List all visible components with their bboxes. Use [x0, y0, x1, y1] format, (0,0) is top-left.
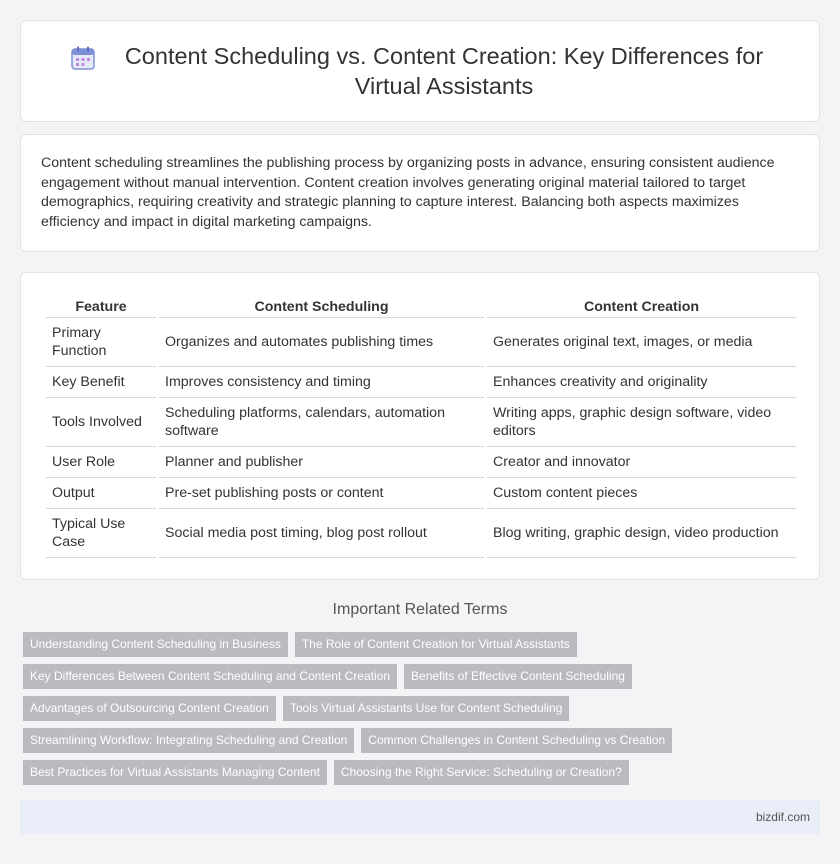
- related-term-link[interactable]: The Role of Content Creation for Virtual Assistants: [295, 632, 577, 657]
- feature-cell: User Role: [46, 447, 156, 478]
- creation-cell: Custom content pieces: [487, 478, 796, 509]
- footer: [20, 800, 820, 834]
- related-term-link[interactable]: Understanding Content Scheduling in Business: [23, 632, 288, 657]
- related-term-link[interactable]: Key Differences Between Content Scheduling and Content Creation: [23, 664, 397, 689]
- header-inner: [70, 41, 770, 101]
- table-row: [46, 447, 796, 478]
- table-header-row: [46, 293, 796, 318]
- related-term-link[interactable]: Streamlining Workflow: Integrating Scheduling and Creation: [23, 728, 354, 753]
- related-term-link[interactable]: Choosing the Right Service: Scheduling or Creation?: [334, 760, 629, 785]
- feature-cell: Primary Function: [46, 318, 156, 367]
- creation-cell: Writing apps, graphic design software, video editors: [487, 398, 796, 447]
- scheduling-cell: Improves consistency and timing: [159, 367, 484, 398]
- scheduling-cell: Pre-set publishing posts or content: [159, 478, 484, 509]
- creation-cell: Enhances creativity and originality: [487, 367, 796, 398]
- tag-row: [23, 760, 823, 785]
- header-creation: Content Creation: [487, 293, 796, 318]
- scheduling-cell: Planner and publisher: [159, 447, 484, 478]
- tag-row: [23, 728, 823, 753]
- creation-cell: Generates original text, images, or media: [487, 318, 796, 367]
- header-card: [20, 20, 820, 122]
- comparison-table: [43, 293, 799, 558]
- table-row: [46, 367, 796, 398]
- scheduling-cell: Organizes and automates publishing times: [159, 318, 484, 367]
- creation-cell: Creator and innovator: [487, 447, 796, 478]
- related-term-link[interactable]: Benefits of Effective Content Scheduling: [404, 664, 632, 689]
- related-term-link[interactable]: Tools Virtual Assistants Use for Content Scheduling: [283, 696, 570, 721]
- header-scheduling: Content Scheduling: [159, 293, 484, 318]
- scheduling-cell: Scheduling platforms, calendars, automation software: [159, 398, 484, 447]
- feature-cell: Tools Involved: [46, 398, 156, 447]
- feature-cell: Key Benefit: [46, 367, 156, 398]
- feature-cell: Output: [46, 478, 156, 509]
- table-row: [46, 318, 796, 367]
- table-row: [46, 478, 796, 509]
- creation-cell: Blog writing, graphic design, video production: [487, 509, 796, 558]
- related-terms-title: Important Related Terms: [332, 601, 508, 618]
- related-term-link[interactable]: Common Challenges in Content Scheduling vs Creation: [361, 728, 672, 753]
- comparison-card: [20, 272, 820, 580]
- tag-row: [23, 632, 823, 657]
- feature-cell: Typical Use Case: [46, 509, 156, 558]
- tag-row: [23, 696, 823, 721]
- footer-site-link[interactable]: bizdif.com: [755, 810, 810, 824]
- scheduling-cell: Social media post timing, blog post rollout: [159, 509, 484, 558]
- tag-row: [23, 664, 823, 689]
- calendar-icon: [70, 45, 96, 71]
- page-title: Content Scheduling vs. Content Creation: Key Differences for Virtual Assistants: [124, 43, 764, 99]
- intro-card: [20, 134, 820, 252]
- related-term-link[interactable]: Advantages of Outsourcing Content Creation: [23, 696, 276, 721]
- related-terms-list: [23, 632, 823, 792]
- related-term-link[interactable]: Best Practices for Virtual Assistants Managing Content: [23, 760, 327, 785]
- intro-text: Content scheduling streamlines the publishing process by organizing posts in advance, ensuring consistent audience engagement without manual intervention. Content creation involves generating original material tailored to target demographics, requiring creativity and strategic planning to capture interest. Balancing both aspects maximizes efficiency and impact in digital marketing campaigns.: [41, 155, 775, 230]
- header-feature: Feature: [46, 293, 156, 318]
- table-row: [46, 398, 796, 447]
- table-row: [46, 509, 796, 558]
